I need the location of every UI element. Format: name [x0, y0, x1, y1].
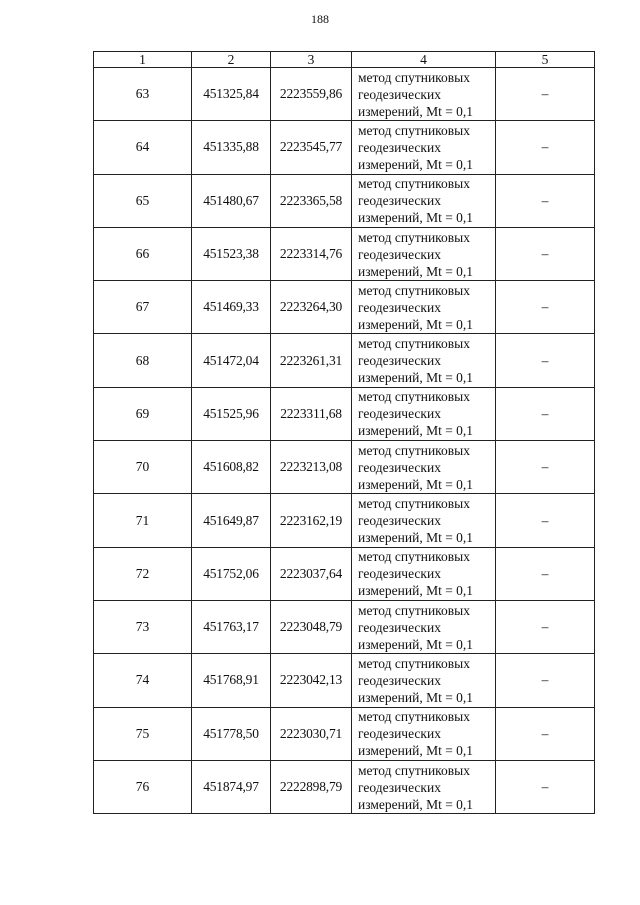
- y-coordinate-cell: 2223261,31: [271, 334, 352, 387]
- table-row: [94, 707, 595, 760]
- x-coordinate-cell: 451649,87: [192, 494, 271, 547]
- method-line: геодезических: [358, 299, 441, 315]
- column-header-3: 3: [271, 52, 352, 68]
- x-coordinate-cell: 451335,88: [192, 121, 271, 174]
- method-line: измерений, Mt = 0,1: [358, 156, 474, 172]
- note-cell: –: [496, 334, 595, 387]
- note-cell: –: [496, 281, 595, 334]
- y-coordinate-cell: 2223037,64: [271, 547, 352, 600]
- note-cell: –: [496, 600, 595, 653]
- method-line: измерений, Mt = 0,1: [358, 423, 474, 439]
- method-line: метод спутниковых: [358, 229, 470, 245]
- method-cell: [352, 281, 496, 334]
- table-row: [94, 334, 595, 387]
- method-line: измерений, Mt = 0,1: [358, 210, 474, 226]
- point-number-cell: 71: [94, 494, 192, 547]
- method-line: метод спутниковых: [358, 176, 470, 192]
- table-body: [94, 68, 595, 814]
- method-line: метод спутниковых: [358, 496, 470, 512]
- y-coordinate-cell: 2223030,71: [271, 707, 352, 760]
- y-coordinate-cell: 2222898,79: [271, 760, 352, 813]
- method-cell: [352, 121, 496, 174]
- method-line: метод спутниковых: [358, 389, 470, 405]
- method-line: метод спутниковых: [358, 69, 470, 85]
- point-number-cell: 67: [94, 281, 192, 334]
- note-cell: –: [496, 227, 595, 280]
- method-line: геодезических: [358, 779, 441, 795]
- method-line: метод спутниковых: [358, 442, 470, 458]
- y-coordinate-cell: 2223545,77: [271, 121, 352, 174]
- method-line: измерений, Mt = 0,1: [358, 103, 474, 119]
- note-cell: –: [496, 174, 595, 227]
- point-number-cell: 73: [94, 600, 192, 653]
- method-line: метод спутниковых: [358, 602, 470, 618]
- method-line: геодезических: [358, 726, 441, 742]
- method-line: измерений, Mt = 0,1: [358, 530, 474, 546]
- method-cell: [352, 441, 496, 494]
- coordinates-table: [93, 51, 595, 814]
- method-line: геодезических: [358, 619, 441, 635]
- point-number-cell: 76: [94, 760, 192, 813]
- method-cell: [352, 707, 496, 760]
- method-line: метод спутниковых: [358, 709, 470, 725]
- method-cell: [352, 334, 496, 387]
- point-number-cell: 63: [94, 68, 192, 121]
- method-line: геодезических: [358, 353, 441, 369]
- table-row: [94, 441, 595, 494]
- page-number: 188: [311, 12, 329, 26]
- method-cell: [352, 654, 496, 707]
- note-cell: –: [496, 121, 595, 174]
- note-cell: –: [496, 494, 595, 547]
- method-line: измерений, Mt = 0,1: [358, 796, 474, 812]
- y-coordinate-cell: 2223264,30: [271, 281, 352, 334]
- table-row: [94, 227, 595, 280]
- y-coordinate-cell: 2223162,19: [271, 494, 352, 547]
- y-coordinate-cell: 2223213,08: [271, 441, 352, 494]
- method-line: измерений, Mt = 0,1: [358, 743, 474, 759]
- method-line: измерений, Mt = 0,1: [358, 316, 474, 332]
- method-cell: [352, 547, 496, 600]
- method-line: геодезических: [358, 406, 441, 422]
- table-header-row: [94, 52, 595, 68]
- table-row: [94, 760, 595, 813]
- table-row: [94, 121, 595, 174]
- y-coordinate-cell: 2223314,76: [271, 227, 352, 280]
- x-coordinate-cell: 451778,50: [192, 707, 271, 760]
- point-number-cell: 70: [94, 441, 192, 494]
- column-header-5: 5: [496, 52, 595, 68]
- table-row: [94, 654, 595, 707]
- method-cell: [352, 174, 496, 227]
- method-line: метод спутниковых: [358, 549, 470, 565]
- method-line: метод спутниковых: [358, 762, 470, 778]
- x-coordinate-cell: 451752,06: [192, 547, 271, 600]
- method-cell: [352, 600, 496, 653]
- method-line: геодезических: [358, 459, 441, 475]
- y-coordinate-cell: 2223559,86: [271, 68, 352, 121]
- method-line: измерений, Mt = 0,1: [358, 689, 474, 705]
- note-cell: –: [496, 68, 595, 121]
- x-coordinate-cell: 451525,96: [192, 387, 271, 440]
- table-row: [94, 547, 595, 600]
- method-cell: [352, 494, 496, 547]
- method-line: метод спутниковых: [358, 336, 470, 352]
- x-coordinate-cell: 451480,67: [192, 174, 271, 227]
- method-line: метод спутниковых: [358, 122, 470, 138]
- point-number-cell: 75: [94, 707, 192, 760]
- method-line: измерений, Mt = 0,1: [358, 636, 474, 652]
- method-cell: [352, 227, 496, 280]
- point-number-cell: 64: [94, 121, 192, 174]
- point-number-cell: 74: [94, 654, 192, 707]
- method-line: измерений, Mt = 0,1: [358, 476, 474, 492]
- x-coordinate-cell: 451874,97: [192, 760, 271, 813]
- column-header-2: 2: [192, 52, 271, 68]
- method-line: геодезических: [358, 672, 441, 688]
- point-number-cell: 69: [94, 387, 192, 440]
- method-line: геодезических: [358, 513, 441, 529]
- x-coordinate-cell: 451608,82: [192, 441, 271, 494]
- table-row: [94, 281, 595, 334]
- method-line: измерений, Mt = 0,1: [358, 583, 474, 599]
- table-row: [94, 174, 595, 227]
- note-cell: –: [496, 707, 595, 760]
- method-line: метод спутниковых: [358, 655, 470, 671]
- method-line: геодезических: [358, 193, 441, 209]
- method-line: измерений, Mt = 0,1: [358, 370, 474, 386]
- table-row: [94, 600, 595, 653]
- note-cell: –: [496, 654, 595, 707]
- point-number-cell: 65: [94, 174, 192, 227]
- table-row: [94, 387, 595, 440]
- method-line: геодезических: [358, 246, 441, 262]
- method-line: геодезических: [358, 566, 441, 582]
- x-coordinate-cell: 451472,04: [192, 334, 271, 387]
- note-cell: –: [496, 387, 595, 440]
- column-header-1: 1: [94, 52, 192, 68]
- x-coordinate-cell: 451469,33: [192, 281, 271, 334]
- note-cell: –: [496, 760, 595, 813]
- method-line: измерений, Mt = 0,1: [358, 263, 474, 279]
- method-cell: [352, 760, 496, 813]
- point-number-cell: 72: [94, 547, 192, 600]
- note-cell: –: [496, 441, 595, 494]
- method-line: геодезических: [358, 139, 441, 155]
- x-coordinate-cell: 451763,17: [192, 600, 271, 653]
- method-line: геодезических: [358, 86, 441, 102]
- method-cell: [352, 68, 496, 121]
- column-header-4: 4: [352, 52, 496, 68]
- y-coordinate-cell: 2223365,58: [271, 174, 352, 227]
- point-number-cell: 68: [94, 334, 192, 387]
- method-cell: [352, 387, 496, 440]
- y-coordinate-cell: 2223048,79: [271, 600, 352, 653]
- x-coordinate-cell: 451768,91: [192, 654, 271, 707]
- x-coordinate-cell: 451325,84: [192, 68, 271, 121]
- point-number-cell: 66: [94, 227, 192, 280]
- y-coordinate-cell: 2223042,13: [271, 654, 352, 707]
- note-cell: –: [496, 547, 595, 600]
- table-row: [94, 68, 595, 121]
- x-coordinate-cell: 451523,38: [192, 227, 271, 280]
- method-line: метод спутниковых: [358, 282, 470, 298]
- table-row: [94, 494, 595, 547]
- y-coordinate-cell: 2223311,68: [271, 387, 352, 440]
